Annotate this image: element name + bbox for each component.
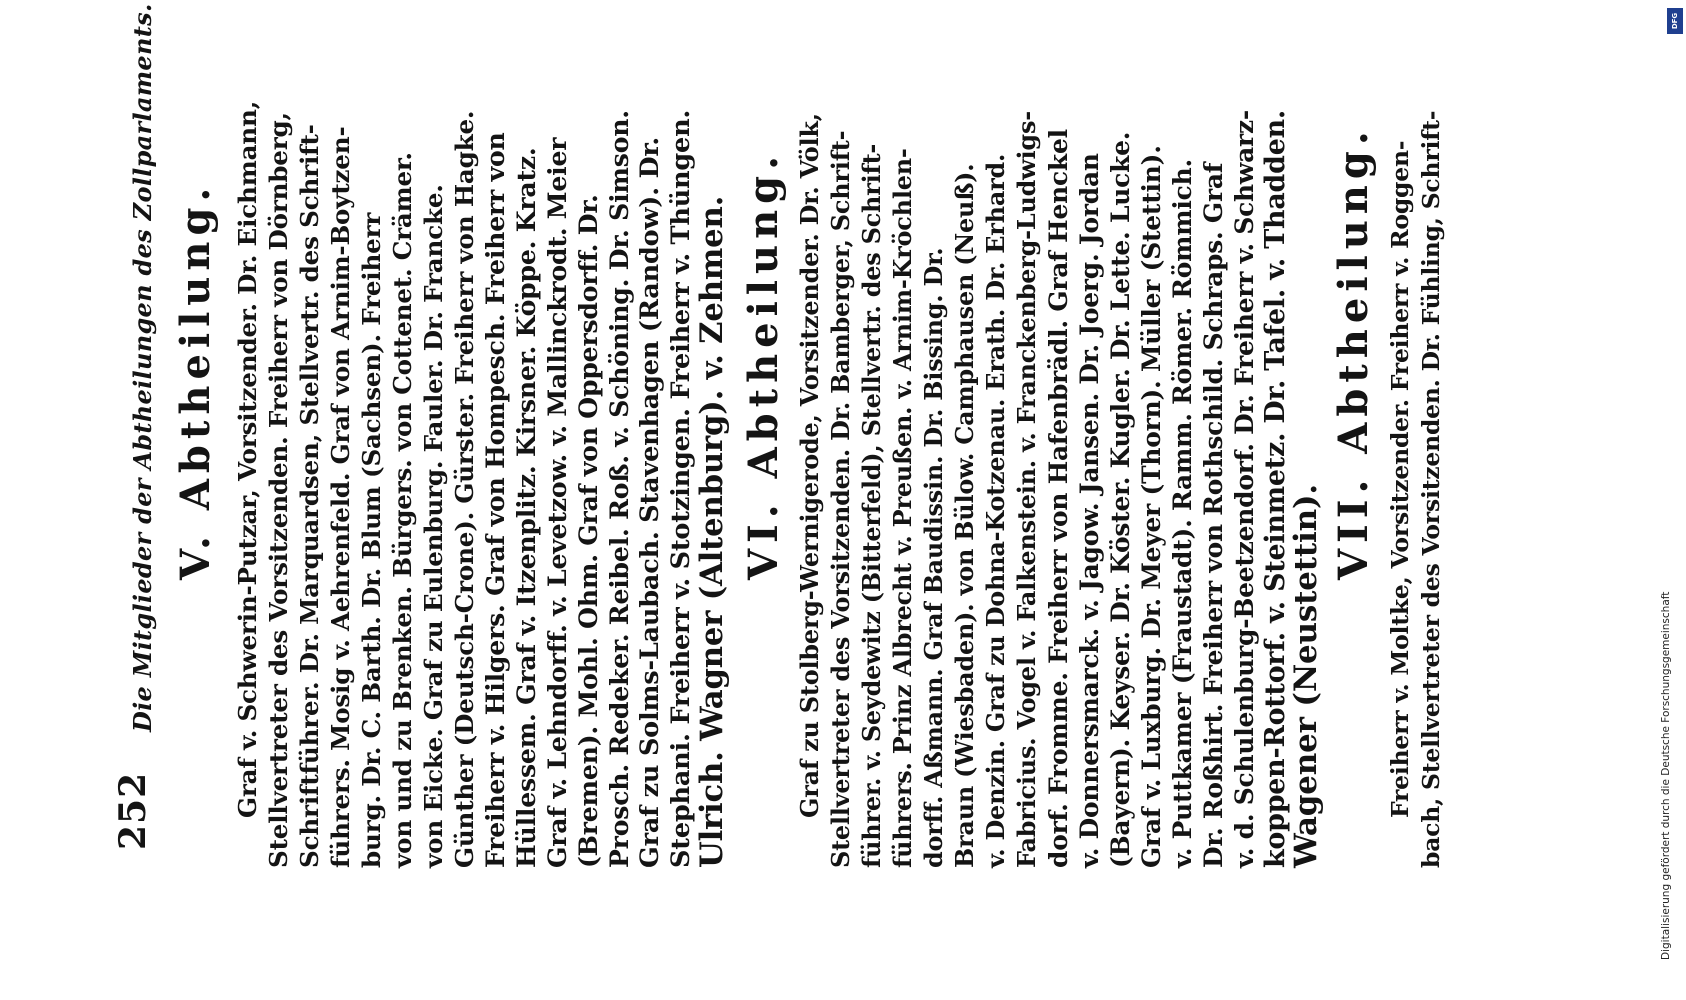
text-line: Ulrich. Wagner (Altenburg). v. Zehmen.: [694, 195, 730, 868]
text-line: (Bremen). Mohl. Ohm. Graf von Oppersdorff. Dr.: [573, 194, 603, 868]
text-line: dorff. Aßmann. Graf Baudissin. Dr. Bissing. Dr.: [920, 247, 948, 868]
text-line: v. d. Schulenburg-Beetzendorf. Dr. Freiherr v. Schwarz-: [1230, 109, 1259, 868]
text-line: (Bayern). Keyser. Dr. Köster. Kugler. Dr. Lette. Lucke.: [1106, 131, 1135, 868]
text-line: von und zu Brenken. Bürgers. von Cottenet. Crämer.: [388, 152, 417, 868]
text-line: Graf v. Luxburg. Dr. Meyer (Thorn). Müller (Stettin).: [1137, 145, 1166, 868]
text-line: dorf. Fromme. Freiherr von Hafenbrädl. Graf Henckel: [1044, 129, 1073, 868]
text-line: v. Puttkamer (Fraustadt). Ramm. Römer. Römmich.: [1168, 159, 1197, 868]
section-vii-body: [1385, 111, 1447, 868]
page-number: 252: [112, 771, 154, 850]
section-v-body: [232, 101, 728, 868]
section-title-v: V. Abtheilung.: [172, 181, 219, 580]
section-vi-body: [795, 110, 1322, 868]
text-line: führer. v. Seydewitz (Bitterfeld), Stellvertr. des Schrift-: [858, 143, 886, 868]
text-line: burg. Dr. C. Barth. Dr. Blum (Sachsen). Freiherr: [357, 212, 386, 868]
text-line: Wagener (Neustettin).: [1288, 484, 1324, 868]
text-line: Fabricius. Vogel v. Falkenstein. v. Franckenberg-Ludwigs-: [1013, 111, 1041, 868]
running-head: Die Mitglieder der Abtheilungen des Zollparlaments.: [128, 3, 157, 732]
text-line: bach, Stellvertreter des Vorsitzenden. Dr. Fühling, Schrift-: [1417, 110, 1445, 868]
text-line: Schriftführer. Dr. Marquardsen, Stellvertr. des Schrift-: [295, 124, 324, 868]
text-line: Prosch. Redeker. Reibel. Roß. v. Schöning. Dr. Simson.: [604, 110, 634, 868]
text-line: Braun (Wiesbaden). von Bülow. Camphausen (Neuß).: [951, 163, 979, 868]
text-line: v. Denzin. Graf zu Dohna-Kotzenau. Erath. Dr. Erhard.: [982, 153, 1010, 868]
text-line: Günther (Deutsch-Crone). Gürster. Freiherr von Hagke.: [450, 110, 479, 868]
text-line: Stellvertreter des Vorsitzenden. Freiherr von Dörnberg,: [264, 112, 293, 868]
digitization-credit: Digitalisierung gefördert durch die Deutsche Forschungsgemeinschaft: [1660, 591, 1672, 960]
text-line: Stephani. Freiherr v. Stotzingen. Freiherr v. Thüngen.: [666, 109, 696, 868]
text-line: v. Donnersmarck. v. Jagow. Jansen. Dr. Joerg. Jordan: [1075, 153, 1104, 868]
dfg-logo: DFG: [1667, 8, 1683, 34]
text-line: Graf zu Solms-Laubach. Stavenhagen (Randow). Dr.: [635, 137, 665, 868]
text-line: Graf zu Stolberg-Wernigerode, Vorsitzender. Dr. Völk,: [796, 113, 824, 818]
text-line: führers. Prinz Albrecht v. Preußen. v. Arnim-Kröchlen-: [889, 148, 917, 868]
section-title-vi: VI. Abtheilung.: [740, 149, 787, 580]
text-line: von Eicke. Graf zu Eulenburg. Fauler. Dr. Francke.: [419, 184, 448, 868]
text-line: Dr. Roßhirt. Freiherr von Rothschild. Schraps. Graf: [1199, 162, 1228, 868]
text-line: führers. Mosig v. Aehrenfeld. Graf von Arnim-Boytzen-: [326, 126, 355, 868]
text-line: koppen-Rottorf. v. Steinmetz. Dr. Tafel. v. Thadden.: [1260, 109, 1291, 868]
text-line: Hüllessem. Graf v. Itzenplitz. Kirsner. Köppe. Kratz.: [511, 147, 541, 868]
text-line: Freiherr v. Hilgers. Graf von Hompesch. Freiherr von: [480, 132, 510, 868]
section-title-vii: VII. Abtheilung.: [1330, 125, 1377, 580]
text-line: Graf v. Schwerin-Putzar, Vorsitzender. Dr. Eichmann,: [233, 100, 262, 818]
text-line: Freiherr v. Moltke, Vorsitzender. Freiherr v. Roggen-: [1386, 140, 1414, 818]
text-line: Stellvertreter des Vorsitzenden. Dr. Bamberger, Schrift-: [827, 130, 855, 868]
text-line: Graf v. Lehndorff. v. Levetzow. v. Mallinckrodt. Meier: [542, 137, 572, 868]
